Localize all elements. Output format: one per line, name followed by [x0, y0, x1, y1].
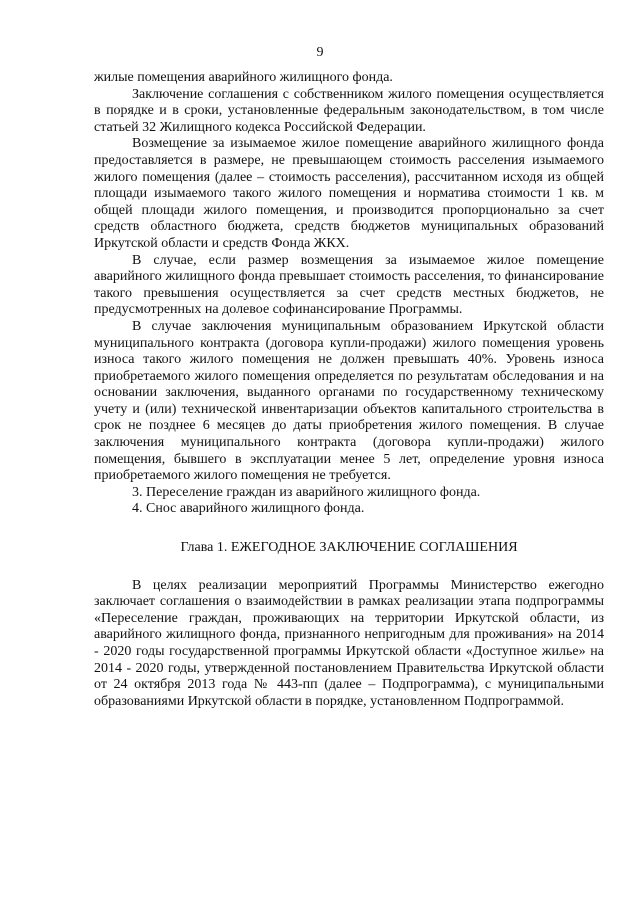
paragraph-continuation: жилые помещения аварийного жилищного фонда. [94, 70, 393, 85]
paragraph-municipal-contract: В случае заключения муниципальным образованием Иркутской области муниципального контракта (договора купли-продажи) жилого помещения уровень износа такого жилого помещения не должен превышать 40%. Уровень износа приобретаемого жилого помещения определяется по результатам обследования и на основании заключения, выданного органами по государственному техническому учету и (или) технической инвентаризации объектов капитального строительства в срок не позднее 6 месяцев до даты приобретения жилого помещения. В случае заключения муниципального контракта (договора купли-продажи) жилого помещения, бывшего в эксплуатации менее 5 лет, определение уровня износа приобретаемого жилого помещения не требуется. [94, 318, 604, 484]
paragraph-annual-agreements: В целях реализации мероприятий Программы Министерство ежегодно заключает соглашения о взаимодействии в рамках реализации этапа подпрограммы «Переселение граждан, проживающих на территории Иркутской области, из аварийного жилищного фонда, признанного непригодным для проживания» на 2014 - 2020 годы государственной программы Иркутской области «Доступное жилье» на 2014 - 2020 годы, утвержденной постановлением Правительства Иркутской области от 24 октября 2013 года № 443-пп (далее – Подпрограмма), с муниципальными образованиями Иркутской области в порядке, установленном Подпрограммой. [94, 577, 604, 709]
list-item-demolition: 4. Снос аварийного жилищного фонда. [132, 501, 365, 517]
page-number: 9 [316, 45, 324, 60]
document-body [94, 70, 604, 710]
chapter-heading: Глава 1. ЕЖЕГОДНОЕ ЗАКЛЮЧЕНИЕ СОГЛАШЕНИЯ [180, 540, 518, 556]
paragraph-agreement-conclusion: Заключение соглашения с собственником жилого помещения осуществляется в порядке и в сроки, установленные федеральным законодательством, в том числе статьей 32 Жилищного кодекса Российской Федерации. [94, 86, 604, 135]
paragraph-compensation-excess: В случае, если размер возмещения за изымаемое жилое помещение аварийного жилищного фонда превышает стоимость расселения, то финансирование такого превышения осуществляется за счет средств местных бюджетов, не предусмотренных на долевое софинансирование Программы. [94, 252, 604, 318]
list-item-resettlement: 3. Переселение граждан из аварийного жилищного фонда. [132, 484, 481, 500]
paragraph-compensation: Возмещение за изымаемое жилое помещение аварийного жилищного фонда предоставляется в размере, не превышающем стоимость расселения изымаемого жилого помещения (далее – стоимость расселения), рассчитанном исходя из общей площади изымаемого такого жилого помещения и норматива стоимости 1 кв. м общей площади жилого помещения, и производится пропорционально за счет средств областного бюджета, средств бюджетов муниципальных образований Иркутской области и средств Фонда ЖКХ. [94, 136, 604, 251]
